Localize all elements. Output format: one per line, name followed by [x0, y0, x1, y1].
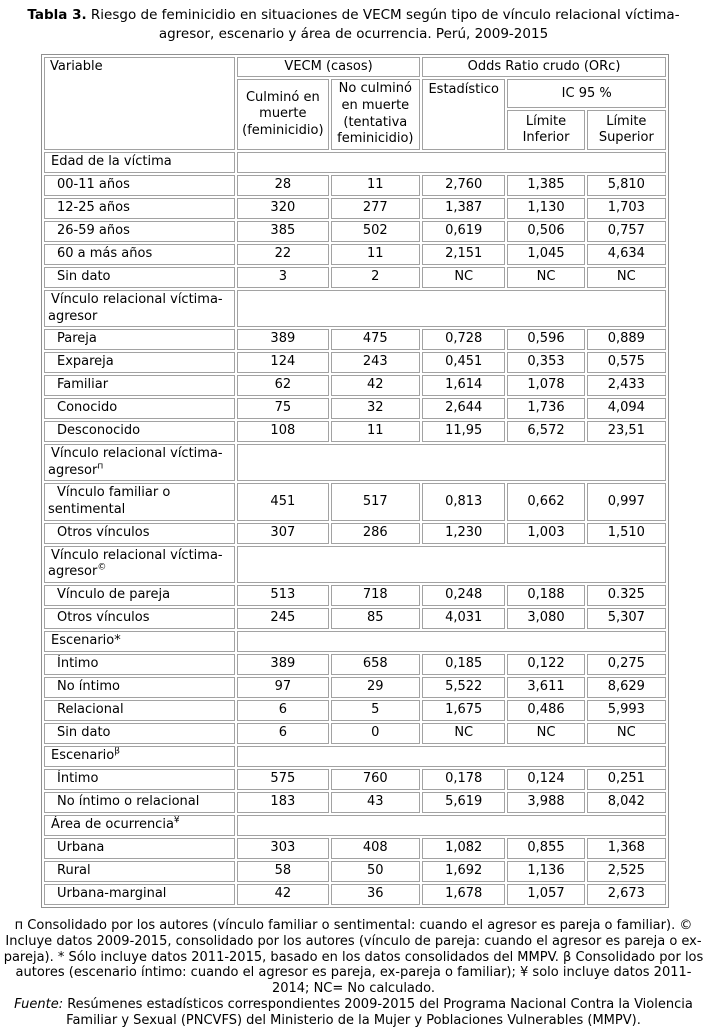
value-cell: NC — [587, 723, 666, 744]
value-cell: 245 — [237, 608, 328, 629]
value-cell: 0,997 — [587, 483, 666, 520]
value-cell: 0,855 — [507, 838, 584, 859]
table-row — [44, 700, 666, 721]
value-cell: 11,95 — [422, 421, 505, 442]
row-label: Desconocido — [44, 421, 235, 442]
table-row — [44, 608, 666, 629]
value-cell: 36 — [331, 884, 420, 905]
value-cell: 23,51 — [587, 421, 666, 442]
value-cell: 2,433 — [587, 375, 666, 396]
value-cell: NC — [422, 723, 505, 744]
value-cell: NC — [587, 267, 666, 288]
value-cell: 4,634 — [587, 244, 666, 265]
table-row — [44, 244, 666, 265]
value-cell: 2,151 — [422, 244, 505, 265]
value-cell: 451 — [237, 483, 328, 520]
source-line — [1, 997, 706, 1029]
table-row — [44, 267, 666, 288]
value-cell: 303 — [237, 838, 328, 859]
section-filler — [237, 152, 666, 173]
value-cell: 5,307 — [587, 608, 666, 629]
value-cell: 1,368 — [587, 838, 666, 859]
value-cell: 58 — [237, 861, 328, 882]
value-cell: 760 — [331, 769, 420, 790]
value-cell: 0,353 — [507, 352, 584, 373]
value-cell: 28 — [237, 175, 328, 196]
value-cell: 0,124 — [507, 769, 584, 790]
row-label: Conocido — [44, 398, 235, 419]
row-label: Rural — [44, 861, 235, 882]
table-row — [44, 723, 666, 744]
value-cell: 502 — [331, 221, 420, 242]
value-cell: 8,042 — [587, 792, 666, 813]
section-filler — [237, 444, 666, 481]
value-cell: 32 — [331, 398, 420, 419]
value-cell: 42 — [331, 375, 420, 396]
section-label: Vínculo relacional víctima-agresor — [44, 290, 235, 327]
value-cell: 3,988 — [507, 792, 584, 813]
value-cell: 22 — [237, 244, 328, 265]
value-cell: 389 — [237, 654, 328, 675]
value-cell: 97 — [237, 677, 328, 698]
value-cell: 5,993 — [587, 700, 666, 721]
value-cell: 0.325 — [587, 585, 666, 606]
section-row — [44, 746, 666, 767]
value-cell: 4,094 — [587, 398, 666, 419]
value-cell: 0,251 — [587, 769, 666, 790]
value-cell: 5,522 — [422, 677, 505, 698]
column-group-ic95: IC 95 % — [507, 79, 666, 108]
value-cell: 0,619 — [422, 221, 505, 242]
row-label: Urbana — [44, 838, 235, 859]
value-cell: 0,178 — [422, 769, 505, 790]
table-row — [44, 884, 666, 905]
value-cell: 0,275 — [587, 654, 666, 675]
table-row — [44, 352, 666, 373]
value-cell: 658 — [331, 654, 420, 675]
table-row — [44, 221, 666, 242]
value-cell: 320 — [237, 198, 328, 219]
source-text: Resúmenes estadísticos correspondientes 2009-2015 del Programa Nacional Contra la Violencia Familiar y Sexual (PNCVFS) del Ministerio de la Mujer y Poblaciones Vulnerables (MMPV). — [63, 997, 693, 1029]
section-row — [44, 815, 666, 836]
value-cell: 43 — [331, 792, 420, 813]
column-header-limite-inferior: Límite Inferior — [507, 110, 584, 149]
value-cell: 108 — [237, 421, 328, 442]
data-table — [41, 54, 669, 908]
value-cell: 2,760 — [422, 175, 505, 196]
value-cell: NC — [507, 267, 584, 288]
value-cell: 1,385 — [507, 175, 584, 196]
value-cell: 8,629 — [587, 677, 666, 698]
section-footnote-mark: β — [114, 746, 120, 757]
footnotes — [0, 918, 707, 1029]
value-cell: 1,136 — [507, 861, 584, 882]
value-cell: 0,813 — [422, 483, 505, 520]
table-row — [44, 677, 666, 698]
row-label: Pareja — [44, 329, 235, 350]
table-row — [44, 375, 666, 396]
table-title — [0, 6, 707, 54]
row-label: Íntimo — [44, 654, 235, 675]
value-cell: 29 — [331, 677, 420, 698]
value-cell: 1,614 — [422, 375, 505, 396]
value-cell: 3 — [237, 267, 328, 288]
column-group-vecm: VECM (casos) — [237, 57, 420, 78]
value-cell: 1,130 — [507, 198, 584, 219]
column-header-variable: Variable — [44, 57, 235, 150]
table-row — [44, 329, 666, 350]
table-title-prefix: Tabla 3. — [27, 7, 87, 23]
section-label: Vínculo relacional víctima-agresor$^п$ — [44, 444, 235, 481]
row-label: Sin dato — [44, 267, 235, 288]
table-row — [44, 769, 666, 790]
value-cell: 6 — [237, 700, 328, 721]
column-group-orc: Odds Ratio crudo (ORc) — [422, 57, 666, 78]
row-label: Familiar — [44, 375, 235, 396]
value-cell: 0,596 — [507, 329, 584, 350]
value-cell: 718 — [331, 585, 420, 606]
value-cell: 2,525 — [587, 861, 666, 882]
value-cell: 0,486 — [507, 700, 584, 721]
value-cell: 307 — [237, 523, 328, 544]
value-cell: NC — [422, 267, 505, 288]
value-cell: 11 — [331, 244, 420, 265]
value-cell: 0,451 — [422, 352, 505, 373]
value-cell: 1,678 — [422, 884, 505, 905]
value-cell: 0,889 — [587, 329, 666, 350]
section-label: Escenario$^\beta$ — [44, 746, 235, 767]
value-cell: 0,188 — [507, 585, 584, 606]
value-cell: 385 — [237, 221, 328, 242]
row-label: Vínculo familiar o sentimental — [44, 483, 235, 520]
value-cell: 1,230 — [422, 523, 505, 544]
value-cell: 2,673 — [587, 884, 666, 905]
row-label: Íntimo — [44, 769, 235, 790]
value-cell: 5 — [331, 700, 420, 721]
table-title-text: Riesgo de feminicidio en situaciones de VECM según tipo de vínculo relacional víctima-agresor, escenario y área de ocurrencia. Perú, 2009-2015 — [86, 7, 680, 42]
value-cell: 4,031 — [422, 608, 505, 629]
value-cell: 62 — [237, 375, 328, 396]
value-cell: 3,611 — [507, 677, 584, 698]
value-cell: 1,675 — [422, 700, 505, 721]
section-row — [44, 152, 666, 173]
section-filler — [237, 546, 666, 583]
value-cell: 85 — [331, 608, 420, 629]
section-label: Escenario* — [44, 631, 235, 652]
column-header-culmino: Culminó en muerte (feminicidio) — [237, 79, 328, 150]
value-cell: 0 — [331, 723, 420, 744]
section-row — [44, 444, 666, 481]
value-cell: 2 — [331, 267, 420, 288]
value-cell: 1,003 — [507, 523, 584, 544]
section-footnote-mark: п — [97, 461, 104, 472]
value-cell: 1,510 — [587, 523, 666, 544]
row-label: Expareja — [44, 352, 235, 373]
value-cell: 42 — [237, 884, 328, 905]
value-cell: 243 — [331, 352, 420, 373]
value-cell: 1,057 — [507, 884, 584, 905]
table-row — [44, 421, 666, 442]
section-label: Área de ocurrencia¥ — [44, 815, 235, 836]
value-cell: 1,045 — [507, 244, 584, 265]
row-label: 60 a más años — [44, 244, 235, 265]
footnote-notes: п Consolidado por los autores (vínculo familiar o sentimental: cuando el agresor es pareja o familiar). © Incluye datos 2009-2015, consolidado por los autores (vínculo de pareja: cuando el agresor es pareja o ex-pareja). * Sólo incluye datos 2011-2015, basado en los datos consolidados del MMPV. β Consolidado por los autores (escenario íntimo: cuando el agresor es pareja, ex-pareja o familiar); ¥ solo incluye datos 2011-2014; NC= No calculado. — [3, 917, 704, 997]
section-footnote-mark: © — [97, 562, 107, 573]
section-filler — [237, 815, 666, 836]
value-cell: 0,757 — [587, 221, 666, 242]
row-label: Otros vínculos — [44, 608, 235, 629]
table-row — [44, 861, 666, 882]
section-filler — [237, 290, 666, 327]
value-cell: 575 — [237, 769, 328, 790]
header-row-groups — [44, 57, 666, 78]
table-row — [44, 654, 666, 675]
value-cell: 0,728 — [422, 329, 505, 350]
row-label: No íntimo o relacional — [44, 792, 235, 813]
row-label: 00-11 años — [44, 175, 235, 196]
value-cell: 6,572 — [507, 421, 584, 442]
table-row — [44, 792, 666, 813]
value-cell: 0,185 — [422, 654, 505, 675]
value-cell: 1,078 — [507, 375, 584, 396]
value-cell: 183 — [237, 792, 328, 813]
section-label: Vínculo relacional víctima-agresor© — [44, 546, 235, 583]
source-label: Fuente: — [14, 997, 64, 1013]
value-cell: 2,644 — [422, 398, 505, 419]
row-label: Vínculo de pareja — [44, 585, 235, 606]
value-cell: 408 — [331, 838, 420, 859]
value-cell: NC — [507, 723, 584, 744]
value-cell: 277 — [331, 198, 420, 219]
column-header-no-culmino: No culminó en muerte (tentativa feminicidio) — [331, 79, 420, 150]
value-cell: 11 — [331, 175, 420, 196]
value-cell: 3,080 — [507, 608, 584, 629]
table-row — [44, 483, 666, 520]
value-cell: 1,387 — [422, 198, 505, 219]
section-label: Edad de la víctima — [44, 152, 235, 173]
value-cell: 11 — [331, 421, 420, 442]
section-footnote-mark: ¥ — [173, 815, 180, 826]
section-filler — [237, 631, 666, 652]
value-cell: 0,662 — [507, 483, 584, 520]
value-cell: 0,575 — [587, 352, 666, 373]
column-header-limite-superior: Límite Superior — [587, 110, 666, 149]
column-header-estadistico: Estadístico — [422, 79, 505, 150]
row-label: 26-59 años — [44, 221, 235, 242]
value-cell: 475 — [331, 329, 420, 350]
row-label: Relacional — [44, 700, 235, 721]
value-cell: 286 — [331, 523, 420, 544]
table-row — [44, 198, 666, 219]
value-cell: 1,703 — [587, 198, 666, 219]
value-cell: 1,082 — [422, 838, 505, 859]
row-label: 12-25 años — [44, 198, 235, 219]
section-row — [44, 546, 666, 583]
value-cell: 75 — [237, 398, 328, 419]
table-row — [44, 175, 666, 196]
value-cell: 5,619 — [422, 792, 505, 813]
table-row — [44, 398, 666, 419]
table-row — [44, 523, 666, 544]
value-cell: 389 — [237, 329, 328, 350]
row-label: Sin dato — [44, 723, 235, 744]
value-cell: 517 — [331, 483, 420, 520]
value-cell: 5,810 — [587, 175, 666, 196]
row-label: Otros vínculos — [44, 523, 235, 544]
value-cell: 50 — [331, 861, 420, 882]
value-cell: 1,692 — [422, 861, 505, 882]
value-cell: 0,248 — [422, 585, 505, 606]
table-row — [44, 585, 666, 606]
value-cell: 124 — [237, 352, 328, 373]
row-label: No íntimo — [44, 677, 235, 698]
row-label: Urbana-marginal — [44, 884, 235, 905]
section-filler — [237, 746, 666, 767]
value-cell: 0,506 — [507, 221, 584, 242]
value-cell: 513 — [237, 585, 328, 606]
value-cell: 1,736 — [507, 398, 584, 419]
table-row — [44, 838, 666, 859]
section-row — [44, 290, 666, 327]
value-cell: 0,122 — [507, 654, 584, 675]
table-body — [44, 152, 666, 905]
section-row — [44, 631, 666, 652]
value-cell: 6 — [237, 723, 328, 744]
table-header — [44, 57, 666, 150]
